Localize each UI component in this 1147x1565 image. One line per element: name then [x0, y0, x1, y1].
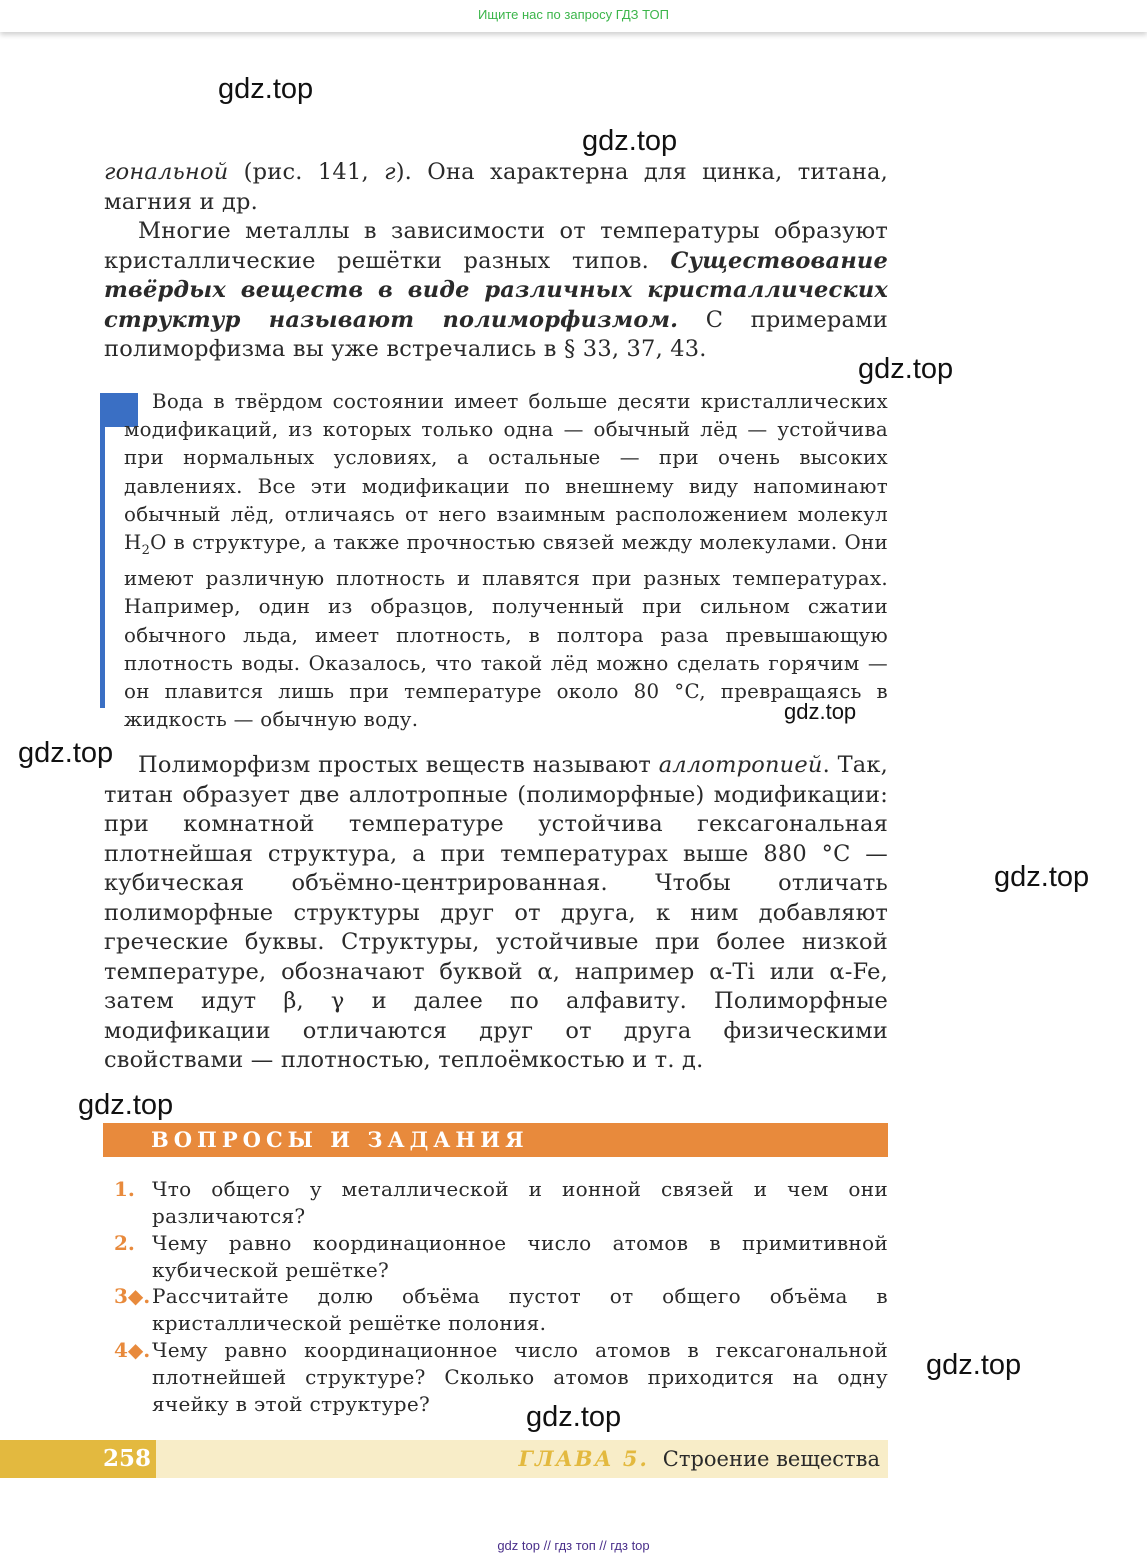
italic-term: аллотропией [658, 752, 823, 778]
info-note [124, 388, 888, 734]
watermark: gdz.top [784, 699, 857, 724]
watermark: gdz.top [926, 1349, 1022, 1381]
watermark: gdz.top [582, 125, 678, 157]
note-text: O в структуре, а также прочностью связей между молекулами. Они имеют различную плотность и плавятся при разных температурах. Например, один из образцов, полученный при сильном сжатии обычного льда, имеет плотность, в полтора раза превышающую плотность воды. Оказалось, что такой лёд можно сделать горячим — он плавится лишь при температуре около 80 °C, превращаясь в жидкость — обычную воду. [124, 531, 888, 732]
paragraph-2 [104, 217, 888, 365]
question-text: Чему равно координационное число атомов в гексагональной плотнейшей структуре? Сколько атомов приходится на одну ячейку в этой структуре? [152, 1338, 888, 1416]
top-banner[interactable]: Ищите нас по запросу ГДЗ ТОП [0, 0, 1147, 32]
definition-text: Существование твёрдых веществ в виде различных кристаллических структур называют полиморфизмом. [104, 247, 888, 333]
note-text: Вода в твёрдом состоянии имеет больше десяти кристаллических модификаций, из которых только одна — обычный лёд — устойчива при нормальных условиях, а остальные — при очень высоких давлениях. Все эти модификации по внешнему виду напоминают обычный лёд, отличаясь от него взаимным расположением молекул H [124, 390, 888, 555]
questions-header: ВОПРОСЫ И ЗАДАНИЯ [103, 1123, 888, 1157]
paragraph-text: Полиморфизм простых веществ называют [138, 752, 659, 778]
paragraph-text: . Так, титан образует две аллотропные (полиморфные) модификации: при комнатной температуре устойчива гексагональная плотнейшая структура, а при температурах выше 880 °C — кубическая объёмно-центрированная. Чтобы отличать полиморфные структуры друг от друга, к ним добавляют греческие буквы. Структуры, устойчивые при более низкой температуре, обозначают буквой α, например α-Ti или α-Fe, затем идут β, γ и далее по алфавиту. Полиморфные модификации отличаются друг от друга физическими свойствами — плотностью, теплоёмкостью и т. д. [104, 752, 889, 1073]
question-number: 2. [114, 1231, 135, 1255]
paragraph-text: Многие металлы в зависимости от температуры образуют кристаллические решётки разных типов. [104, 218, 888, 274]
question-number: 3◆. [114, 1284, 151, 1308]
page-number: 258 [0, 1440, 156, 1478]
question-text: Чему равно координационное число атомов в примитивной кубической решётке? [152, 1231, 888, 1282]
watermark: gdz.top [526, 1401, 622, 1433]
italic-term: гональной [104, 159, 229, 185]
watermark: gdz.top [858, 353, 954, 385]
chapter-footer [156, 1440, 888, 1478]
note-sidebar [100, 393, 105, 708]
paragraph-text: ). Она характерна для цинка, титана, магния и др. [104, 159, 889, 215]
question-text: Что общего у металлической и ионной связей и чем они различаются? [152, 1177, 888, 1228]
watermark: gdz.top [78, 1089, 174, 1121]
figure-ref: г [384, 159, 396, 185]
subscript: 2 [141, 542, 151, 558]
paragraph-3 [104, 751, 888, 1076]
question-text: Рассчитайте долю объёма пустот от общего объёма в кристаллической решётке полония. [152, 1284, 888, 1335]
watermark: gdz.top [994, 861, 1090, 893]
question-number: 4◆. [114, 1338, 151, 1362]
question-number: 1. [114, 1177, 135, 1201]
bottom-links[interactable]: gdz top // гдз топ // гдз top [497, 1538, 650, 1553]
watermark: gdz.top [218, 73, 314, 105]
paragraph-text: (рис. 141, [228, 159, 385, 185]
paragraph-text: С примерами полиморфизма вы уже встречались в § 33, 37, 43. [104, 306, 888, 362]
paragraph-1 [104, 158, 888, 217]
watermark: gdz.top [18, 737, 114, 769]
chapter-title: Строение вещества [662, 1447, 880, 1471]
chapter-label: ГЛАВА 5. [518, 1446, 649, 1471]
